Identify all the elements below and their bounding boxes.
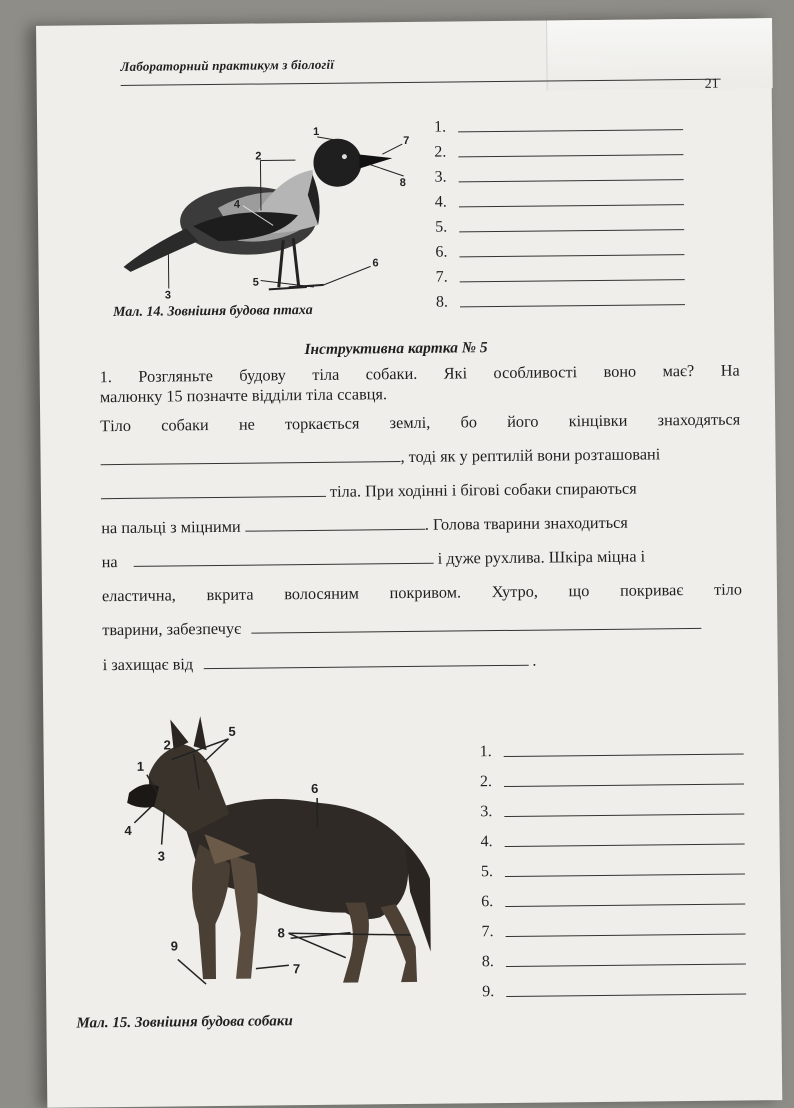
paragraph-text: тіла. При ходінні і бігові собаки спираються — [330, 479, 637, 501]
dog-callout-1: 1 — [137, 759, 144, 774]
dog-answer-6[interactable] — [481, 878, 745, 911]
paragraph-text: . — [532, 651, 536, 670]
answer-number: 3. — [480, 803, 500, 821]
paragraph-text: на — [102, 552, 118, 571]
paragraph-line-7 — [102, 613, 742, 640]
bird-answer-7[interactable] — [436, 259, 685, 287]
bird-illustration — [107, 114, 419, 307]
bird-callout-8: 8 — [400, 177, 406, 189]
paragraph-text: . Голова тварини знаходиться — [425, 513, 628, 534]
paragraph-text: на пальці з міцними — [101, 517, 241, 537]
bird-callout-6: 6 — [372, 257, 378, 269]
fill-blank-1[interactable] — [101, 461, 401, 465]
paragraph-line-8 — [103, 648, 743, 675]
dog-callout-5: 5 — [228, 724, 235, 739]
answer-number: 6. — [435, 243, 455, 261]
fill-blank-5[interactable] — [251, 628, 701, 634]
dog-answer-3[interactable] — [480, 788, 744, 821]
bird-caption: Мал. 14. Зовнішня будова птаха — [113, 303, 313, 321]
dog-caption: Мал. 15. Зовнішня будова собаки — [76, 1013, 293, 1032]
fill-blank-6[interactable] — [203, 665, 528, 669]
answer-number: 2. — [480, 773, 500, 791]
dog-callout-9: 9 — [171, 938, 178, 953]
dog-illustration — [88, 692, 431, 1001]
dog-answer-7[interactable] — [481, 908, 745, 941]
dog-answer-2[interactable] — [480, 758, 744, 791]
answer-number: 4. — [480, 833, 500, 851]
paragraph-line-5 — [102, 545, 742, 572]
paragraph-text: і дуже рухлива. Шкіра міцна і — [438, 546, 646, 567]
paragraph-line-2 — [100, 443, 740, 470]
bird-answer-3[interactable] — [434, 159, 683, 187]
bird-answer-6[interactable] — [435, 234, 684, 262]
dog-callout-7: 7 — [293, 961, 300, 976]
dog-callout-3: 3 — [158, 849, 165, 864]
bird-callout-1: 1 — [313, 126, 319, 138]
dog-answer-8[interactable] — [482, 938, 746, 971]
fill-blank-3[interactable] — [245, 529, 425, 532]
page-number: 21 — [705, 77, 719, 93]
workbook-page — [36, 18, 782, 1108]
bird-answer-8[interactable] — [436, 284, 685, 312]
bird-answer-4[interactable] — [435, 184, 684, 212]
dog-callout-4: 4 — [124, 823, 132, 838]
answer-number: 8. — [482, 953, 502, 971]
bird-answer-list — [434, 109, 685, 312]
paragraph-text: тварини, забезпечує — [102, 619, 241, 639]
paragraph-line-6: еластична, вкрита волосяним покривом. Хутро, що покриває тіло — [102, 579, 742, 606]
dog-callout-2: 2 — [163, 737, 170, 752]
dog-answer-9[interactable] — [482, 968, 746, 1001]
question-line-1: 1. Розгляньте будову тіла собаки. Які особливості воно має? На — [100, 360, 740, 387]
bird-callout-5: 5 — [253, 277, 259, 289]
card-title: Інструктивна картка № 5 — [304, 339, 487, 359]
bird-callout-7: 7 — [403, 135, 409, 147]
answer-number: 6. — [481, 893, 501, 911]
paragraph-text: і захищає від — [103, 654, 194, 674]
dog-callout-8: 8 — [277, 925, 284, 940]
answer-number: 7. — [481, 923, 501, 941]
answer-number: 5. — [435, 218, 455, 236]
paragraph-text: , тоді як у рептилій вони розташовані — [400, 444, 660, 466]
question-line-2: малюнку 15 позначте відділи тіла ссавця. — [100, 380, 740, 407]
dog-callout-6: 6 — [311, 781, 318, 796]
fill-blank-4[interactable] — [134, 563, 434, 567]
dog-answer-1[interactable] — [479, 728, 743, 761]
bird-answer-5[interactable] — [435, 209, 684, 237]
bird-answer-1[interactable] — [434, 109, 683, 137]
fill-blank-2[interactable] — [101, 496, 326, 499]
bird-callout-4: 4 — [234, 199, 241, 211]
running-header: Лабораторний практикум з біології — [120, 57, 334, 75]
answer-number: 2. — [434, 143, 454, 161]
bird-answer-2[interactable] — [434, 134, 683, 162]
answer-number: 5. — [481, 863, 501, 881]
answer-number: 1. — [434, 118, 454, 136]
bird-callout-2: 2 — [255, 150, 261, 162]
dog-answer-list — [479, 728, 746, 1001]
answer-number: 7. — [436, 268, 456, 286]
dog-answer-5[interactable] — [481, 848, 745, 881]
bird-callout-3: 3 — [165, 289, 171, 301]
paragraph-line-1: Тіло собаки не торкається землі, бо його кінцівки знаходяться — [100, 409, 740, 436]
answer-number: 1. — [480, 743, 500, 761]
paragraph-line-3 — [101, 477, 741, 504]
answer-number: 8. — [436, 293, 456, 311]
dog-answer-4[interactable] — [480, 818, 744, 851]
answer-number: 4. — [435, 193, 455, 211]
paragraph-line-4 — [101, 511, 741, 538]
answer-number: 3. — [435, 168, 455, 186]
answer-number: 9. — [482, 983, 502, 1001]
